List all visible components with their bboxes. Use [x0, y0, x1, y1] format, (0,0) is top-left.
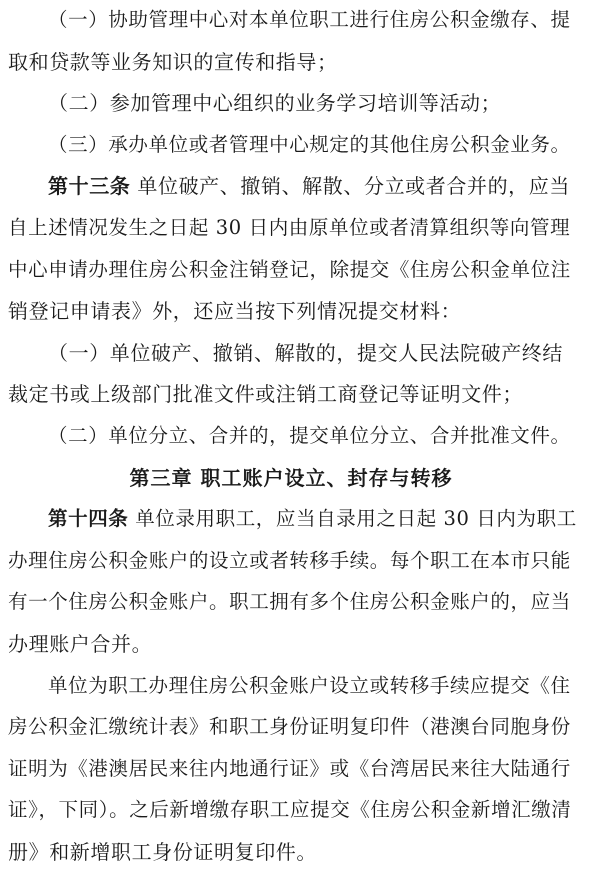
paragraph-line: （一）单位破产、撤销、解散的，提交人民法院破产终结 [48, 341, 563, 365]
paragraph-line: 自上述情况发生之日起 30 日内由原单位或者清算组织等向管理 [8, 216, 571, 239]
article-number: 第十三条 [48, 174, 131, 198]
paragraph-line: （三）承办单位或者管理中心规定的其他住房公积金业务。 [48, 133, 571, 156]
article-13-line [48, 174, 582, 198]
article-text: 单位录用职工，应当自录用之日起 30 日内为职工 [128, 507, 577, 530]
paragraph-line: 办理账户合并。 [8, 632, 153, 656]
paragraph-line: 办理住房公积金账户的设立或者转移手续。每个职工在本市只能 [8, 549, 571, 572]
chapter-heading: 第三章 职工账户设立、封存与转移 [129, 466, 453, 490]
paragraph-line: 证明为《港澳居民来往内地通行证》或《台湾居民来往大陆通行 [8, 757, 571, 780]
paragraph-line: 取和贷款等业务知识的宣传和指导； [8, 50, 338, 74]
paragraph-line: （二）参加管理中心组织的业务学习培训等活动； [48, 91, 502, 115]
article-14-line [48, 507, 582, 531]
paragraph-line: 有一个住房公积金账户。职工拥有多个住房公积金账户的，应当 [8, 590, 571, 613]
paragraph-line: 证》，下同）。之后新增缴存职工应提交《住房公积金新增汇缴清 [8, 798, 572, 821]
paragraph-line: 销登记申请表》外，还应当按下列情况提交材料： [8, 299, 462, 323]
paragraph-line: 裁定书或上级部门批准文件或注销工商登记等证明文件； [8, 382, 523, 406]
paragraph-line: 册》和新增职工身份证明复印件。 [8, 840, 317, 864]
article-number: 第十四条 [48, 507, 129, 530]
paragraph-line: （二）单位分立、合并的，提交单位分立、合并批准文件。 [48, 424, 571, 447]
paragraph-line: 中心申请办理住房公积金注销登记，除提交《住房公积金单位注 [8, 258, 571, 281]
article-text: 单位破产、撤销、解散、分立或者合并的，应当 [130, 174, 570, 198]
paragraph-line: 房公积金汇缴统计表》和职工身份证明复印件（港澳台同胞身份 [8, 715, 571, 738]
paragraph-line: 单位为职工办理住房公积金账户设立或转移手续应提交《住 [48, 674, 571, 697]
paragraph-line: （一）协助管理中心对本单位职工进行住房公积金缴存、提 [48, 8, 571, 31]
